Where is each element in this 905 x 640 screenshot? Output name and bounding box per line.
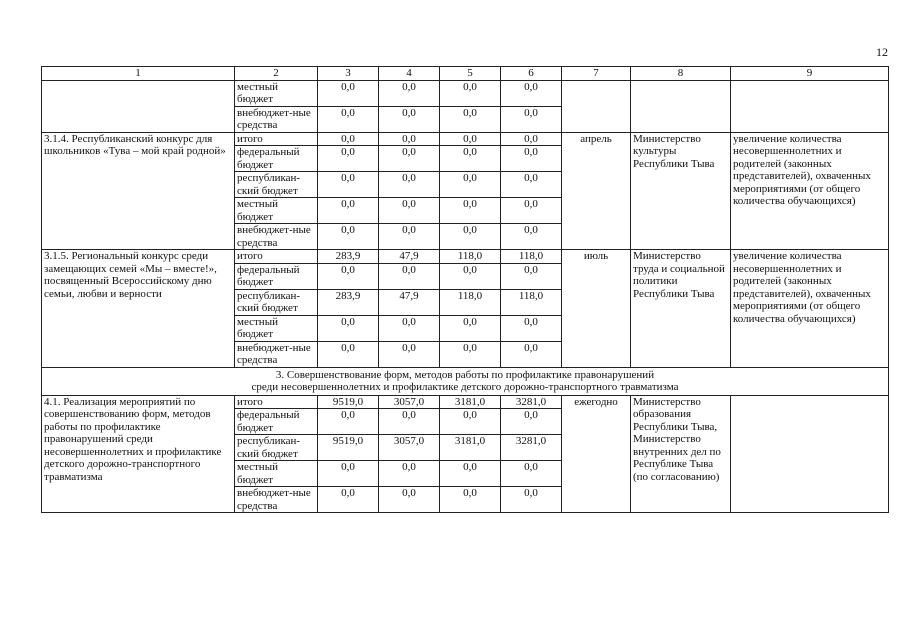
value-cell: 0,0	[318, 461, 379, 487]
section-heading-line: среди несовершеннолетних и профилактике детского дорожно-транспортного травматизма	[251, 381, 679, 393]
value-cell: 0,0	[318, 146, 379, 172]
value-cell: 0,0	[501, 409, 562, 435]
result-cell: увеличение количества несовершеннолетних и родителей (законных представителей), охваченных мероприятиями (от общего количества обучающихся)	[731, 132, 889, 250]
page-number: 12	[876, 45, 888, 59]
col-header: 6	[501, 67, 562, 81]
period-cell	[562, 80, 631, 132]
funding-source: итого	[235, 395, 318, 409]
program-table	[41, 66, 889, 513]
value-cell: 0,0	[318, 224, 379, 250]
value-cell: 47,9	[379, 250, 440, 264]
funding-source: внебюджет-ные средства	[235, 106, 318, 132]
value-cell: 0,0	[379, 341, 440, 367]
value-cell: 118,0	[440, 250, 501, 264]
value-cell: 0,0	[379, 487, 440, 513]
value-cell: 0,0	[318, 487, 379, 513]
funding-source: федеральный бюджет	[235, 409, 318, 435]
event-title-cell: 4.1. Реализация мероприятий по совершенствованию форм, методов работы по профилактике правонарушений среди несовершеннолетних и профилактике детского дорожно-транспортного травматизма	[42, 395, 235, 513]
funding-source: внебюджет-ные средства	[235, 224, 318, 250]
result-cell: увеличение количества несовершеннолетних и родителей (законных представителей), охваченных мероприятиями (от общего количества обучающихся)	[731, 250, 889, 368]
value-cell: 0,0	[501, 461, 562, 487]
result-cell	[731, 395, 889, 513]
col-header: 5	[440, 67, 501, 81]
funding-source: внебюджет-ные средства	[235, 341, 318, 367]
period-cell: ежегодно	[562, 395, 631, 513]
value-cell: 0,0	[379, 224, 440, 250]
value-cell: 3281,0	[501, 395, 562, 409]
funding-source: республикан-ский бюджет	[235, 172, 318, 198]
value-cell: 118,0	[501, 250, 562, 264]
value-cell: 0,0	[440, 198, 501, 224]
table-row	[42, 250, 889, 264]
event-title-cell	[42, 80, 235, 132]
value-cell: 47,9	[379, 289, 440, 315]
executor-cell	[631, 80, 731, 132]
value-cell: 0,0	[318, 80, 379, 106]
value-cell: 0,0	[440, 461, 501, 487]
period-cell: июль	[562, 250, 631, 368]
value-cell: 0,0	[501, 341, 562, 367]
value-cell: 0,0	[440, 146, 501, 172]
value-cell: 3181,0	[440, 435, 501, 461]
col-header: 8	[631, 67, 731, 81]
value-cell: 0,0	[501, 315, 562, 341]
value-cell: 283,9	[318, 289, 379, 315]
value-cell: 0,0	[318, 341, 379, 367]
value-cell: 0,0	[318, 132, 379, 146]
event-title-cell: 3.1.4. Республиканский конкурс для школьников «Тува – мой край родной»	[42, 132, 235, 250]
funding-source: республикан-ский бюджет	[235, 435, 318, 461]
funding-source: местный бюджет	[235, 80, 318, 106]
value-cell: 0,0	[440, 263, 501, 289]
value-cell: 0,0	[501, 106, 562, 132]
value-cell: 0,0	[379, 409, 440, 435]
value-cell: 9519,0	[318, 435, 379, 461]
value-cell: 118,0	[440, 289, 501, 315]
period-cell: апрель	[562, 132, 631, 250]
event-title-cell: 3.1.5. Региональный конкурс среди замещающих семей «Мы – вместе!», посвященный Всероссийскому дню семьи, любви и верности	[42, 250, 235, 368]
value-cell: 0,0	[501, 224, 562, 250]
value-cell: 0,0	[440, 341, 501, 367]
funding-source: федеральный бюджет	[235, 263, 318, 289]
value-cell: 3181,0	[440, 395, 501, 409]
col-header: 1	[42, 67, 235, 81]
funding-source: местный бюджет	[235, 198, 318, 224]
value-cell: 0,0	[440, 409, 501, 435]
funding-source: итого	[235, 250, 318, 264]
executor-cell: Министерство образования Республики Тыва, Министерство внутренних дел по Республике Тыва (по согласованию)	[631, 395, 731, 513]
col-header: 3	[318, 67, 379, 81]
value-cell: 0,0	[501, 172, 562, 198]
value-cell: 0,0	[318, 409, 379, 435]
table-row	[42, 132, 889, 146]
value-cell: 118,0	[501, 289, 562, 315]
col-header: 2	[235, 67, 318, 81]
value-cell: 0,0	[440, 172, 501, 198]
value-cell: 0,0	[501, 487, 562, 513]
funding-source: внебюджет-ные средства	[235, 487, 318, 513]
table-row	[42, 80, 889, 106]
funding-source: республикан-ский бюджет	[235, 289, 318, 315]
value-cell: 0,0	[440, 224, 501, 250]
value-cell: 0,0	[440, 315, 501, 341]
value-cell: 0,0	[379, 106, 440, 132]
value-cell: 0,0	[501, 146, 562, 172]
executor-cell: Министерство труда и социальной политики Республики Тыва	[631, 250, 731, 368]
value-cell: 0,0	[379, 132, 440, 146]
value-cell: 0,0	[379, 461, 440, 487]
col-header: 4	[379, 67, 440, 81]
value-cell: 0,0	[440, 106, 501, 132]
value-cell: 0,0	[318, 315, 379, 341]
executor-cell: Министерство культуры Республики Тыва	[631, 132, 731, 250]
value-cell: 283,9	[318, 250, 379, 264]
value-cell: 0,0	[318, 263, 379, 289]
value-cell: 0,0	[379, 146, 440, 172]
value-cell: 0,0	[379, 315, 440, 341]
value-cell: 0,0	[440, 132, 501, 146]
result-cell	[731, 80, 889, 132]
funding-source: итого	[235, 132, 318, 146]
section-heading-row	[42, 367, 889, 395]
table-row	[42, 395, 889, 409]
value-cell: 3281,0	[501, 435, 562, 461]
value-cell: 0,0	[501, 198, 562, 224]
value-cell: 3057,0	[379, 435, 440, 461]
value-cell: 0,0	[440, 80, 501, 106]
section-heading-line: 3. Совершенствование форм, методов работы по профилактике правонарушений	[275, 368, 655, 381]
funding-source: местный бюджет	[235, 315, 318, 341]
value-cell: 0,0	[379, 172, 440, 198]
value-cell: 0,0	[379, 80, 440, 106]
value-cell: 0,0	[501, 132, 562, 146]
col-header: 9	[731, 67, 889, 81]
column-number-row	[42, 67, 889, 81]
section-heading	[42, 367, 889, 395]
funding-source: местный бюджет	[235, 461, 318, 487]
value-cell: 0,0	[318, 172, 379, 198]
col-header: 7	[562, 67, 631, 81]
funding-source: федеральный бюджет	[235, 146, 318, 172]
value-cell: 0,0	[501, 263, 562, 289]
value-cell: 0,0	[379, 198, 440, 224]
value-cell: 9519,0	[318, 395, 379, 409]
value-cell: 0,0	[379, 263, 440, 289]
value-cell: 0,0	[440, 487, 501, 513]
value-cell: 0,0	[501, 80, 562, 106]
value-cell: 3057,0	[379, 395, 440, 409]
value-cell: 0,0	[318, 106, 379, 132]
value-cell: 0,0	[318, 198, 379, 224]
